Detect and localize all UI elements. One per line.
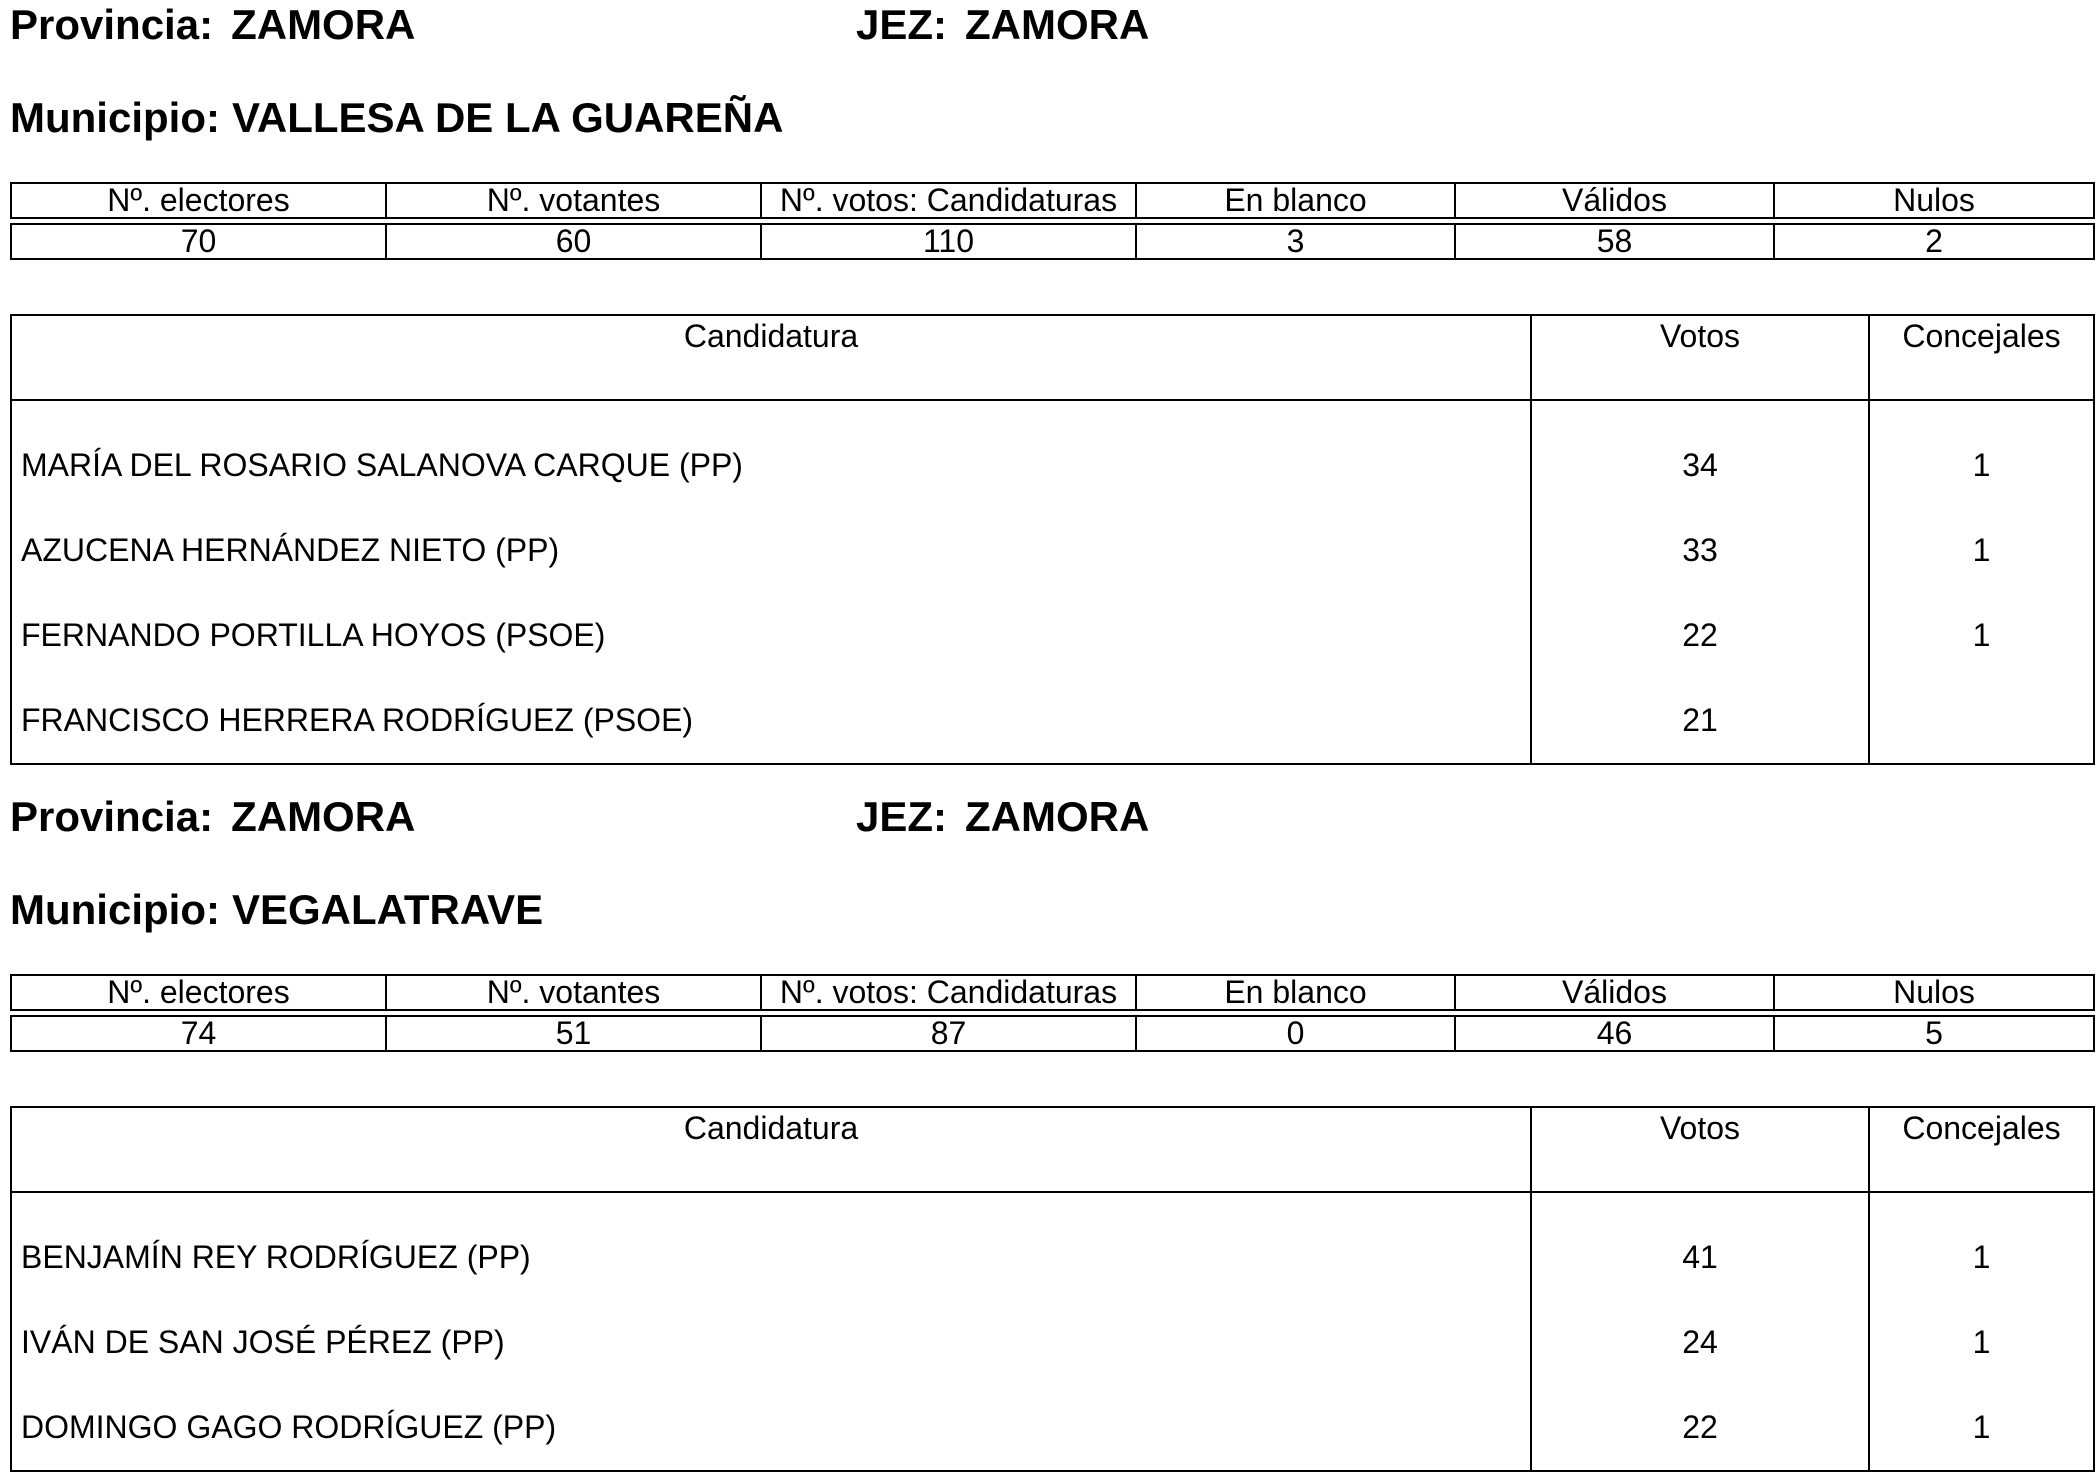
candidate-name: MARÍA DEL ROSARIO SALANOVA CARQUE (PP) (11, 400, 1531, 508)
jez-label: JEZ: (856, 793, 948, 840)
candidate-row (11, 508, 2094, 593)
candidate-votos: 21 (1531, 678, 1869, 764)
candidate-votos: 33 (1531, 508, 1869, 593)
candidate-concejales: 1 (1869, 593, 2094, 678)
provincia-line (10, 1, 415, 49)
candidate-concejales: 1 (1869, 1192, 2094, 1300)
municipio-label: Municipio: (10, 94, 220, 141)
concejales-header: Concejales (1869, 1107, 2094, 1192)
candidate-concejales: 1 (1869, 1385, 2094, 1471)
summary-header-cell: Nº. votos: Candidaturas (761, 975, 1136, 1010)
provincia-value: ZAMORA (231, 793, 416, 840)
summary-header-cell: Nº. electores (11, 975, 386, 1010)
summary-value-cell: 46 (1455, 1016, 1774, 1051)
provincia-label: Provincia: (10, 1, 214, 48)
candidates-header-row (11, 1107, 2094, 1192)
candidates-table (10, 314, 2095, 765)
summary-value-cell: 2 (1774, 224, 2094, 259)
summary-header-cell: Válidos (1455, 183, 1774, 218)
provincia-value: ZAMORA (231, 1, 416, 48)
candidatura-header: Candidatura (11, 315, 1531, 400)
municipio-value: VEGALATRAVE (231, 886, 544, 933)
votos-header: Votos (1531, 315, 1869, 400)
candidate-row (11, 1192, 2094, 1300)
candidatura-header: Candidatura (11, 1107, 1531, 1192)
candidate-votos: 34 (1531, 400, 1869, 508)
summary-header-cell: Nulos (1774, 975, 2094, 1010)
candidate-votos: 22 (1531, 593, 1869, 678)
jez-line (856, 793, 1149, 841)
summary-value-cell: 5 (1774, 1016, 2094, 1051)
summary-header-cell: En blanco (1136, 975, 1455, 1010)
municipio-line (10, 886, 543, 934)
candidate-name: DOMINGO GAGO RODRÍGUEZ (PP) (11, 1385, 1531, 1471)
votos-header: Votos (1531, 1107, 1869, 1192)
summary-header-cell: Nulos (1774, 183, 2094, 218)
candidate-name: BENJAMÍN REY RODRÍGUEZ (PP) (11, 1192, 1531, 1300)
summary-header-cell: Nº. votos: Candidaturas (761, 183, 1136, 218)
summary-value-cell: 0 (1136, 1016, 1455, 1051)
summary-header-cell: Válidos (1455, 975, 1774, 1010)
summary-header-cell: Nº. votantes (386, 183, 761, 218)
municipio-label: Municipio: (10, 886, 220, 933)
candidate-votos: 22 (1531, 1385, 1869, 1471)
summary-header-row (11, 975, 2094, 1010)
summary-table (10, 974, 2095, 1052)
candidate-row (11, 1385, 2094, 1471)
summary-header-cell: Nº. electores (11, 183, 386, 218)
summary-value-cell: 58 (1455, 224, 1774, 259)
summary-value-row (11, 224, 2094, 259)
candidate-concejales: 1 (1869, 508, 2094, 593)
summary-value-cell: 60 (386, 224, 761, 259)
jez-label: JEZ: (856, 1, 948, 48)
candidates-table (10, 1106, 2095, 1472)
candidate-row (11, 1300, 2094, 1385)
summary-value-cell: 87 (761, 1016, 1136, 1051)
summary-header-cell: En blanco (1136, 183, 1455, 218)
summary-table (10, 182, 2095, 260)
candidate-concejales: 1 (1869, 400, 2094, 508)
candidate-concejales: 1 (1869, 1300, 2094, 1385)
concejales-header: Concejales (1869, 315, 2094, 400)
candidates-header-row (11, 315, 2094, 400)
candidate-votos: 24 (1531, 1300, 1869, 1385)
jez-value: ZAMORA (965, 1, 1150, 48)
summary-value-row (11, 1016, 2094, 1051)
summary-header-cell: Nº. votantes (386, 975, 761, 1010)
candidate-row (11, 400, 2094, 508)
provincia-line (10, 793, 415, 841)
candidate-name: IVÁN DE SAN JOSÉ PÉREZ (PP) (11, 1300, 1531, 1385)
jez-line (856, 1, 1149, 49)
candidate-concejales (1869, 678, 2094, 764)
candidate-row (11, 678, 2094, 764)
summary-value-cell: 74 (11, 1016, 386, 1051)
municipio-value: VALLESA DE LA GUAREÑA (231, 94, 784, 141)
candidate-name: FERNANDO PORTILLA HOYOS (PSOE) (11, 593, 1531, 678)
summary-value-cell: 110 (761, 224, 1136, 259)
summary-value-cell: 3 (1136, 224, 1455, 259)
candidate-name: FRANCISCO HERRERA RODRÍGUEZ (PSOE) (11, 678, 1531, 764)
summary-value-cell: 70 (11, 224, 386, 259)
candidate-votos: 41 (1531, 1192, 1869, 1300)
candidate-name: AZUCENA HERNÁNDEZ NIETO (PP) (11, 508, 1531, 593)
municipio-line (10, 94, 783, 142)
provincia-label: Provincia: (10, 793, 214, 840)
candidate-row (11, 593, 2094, 678)
jez-value: ZAMORA (965, 793, 1150, 840)
summary-header-row (11, 183, 2094, 218)
summary-value-cell: 51 (386, 1016, 761, 1051)
